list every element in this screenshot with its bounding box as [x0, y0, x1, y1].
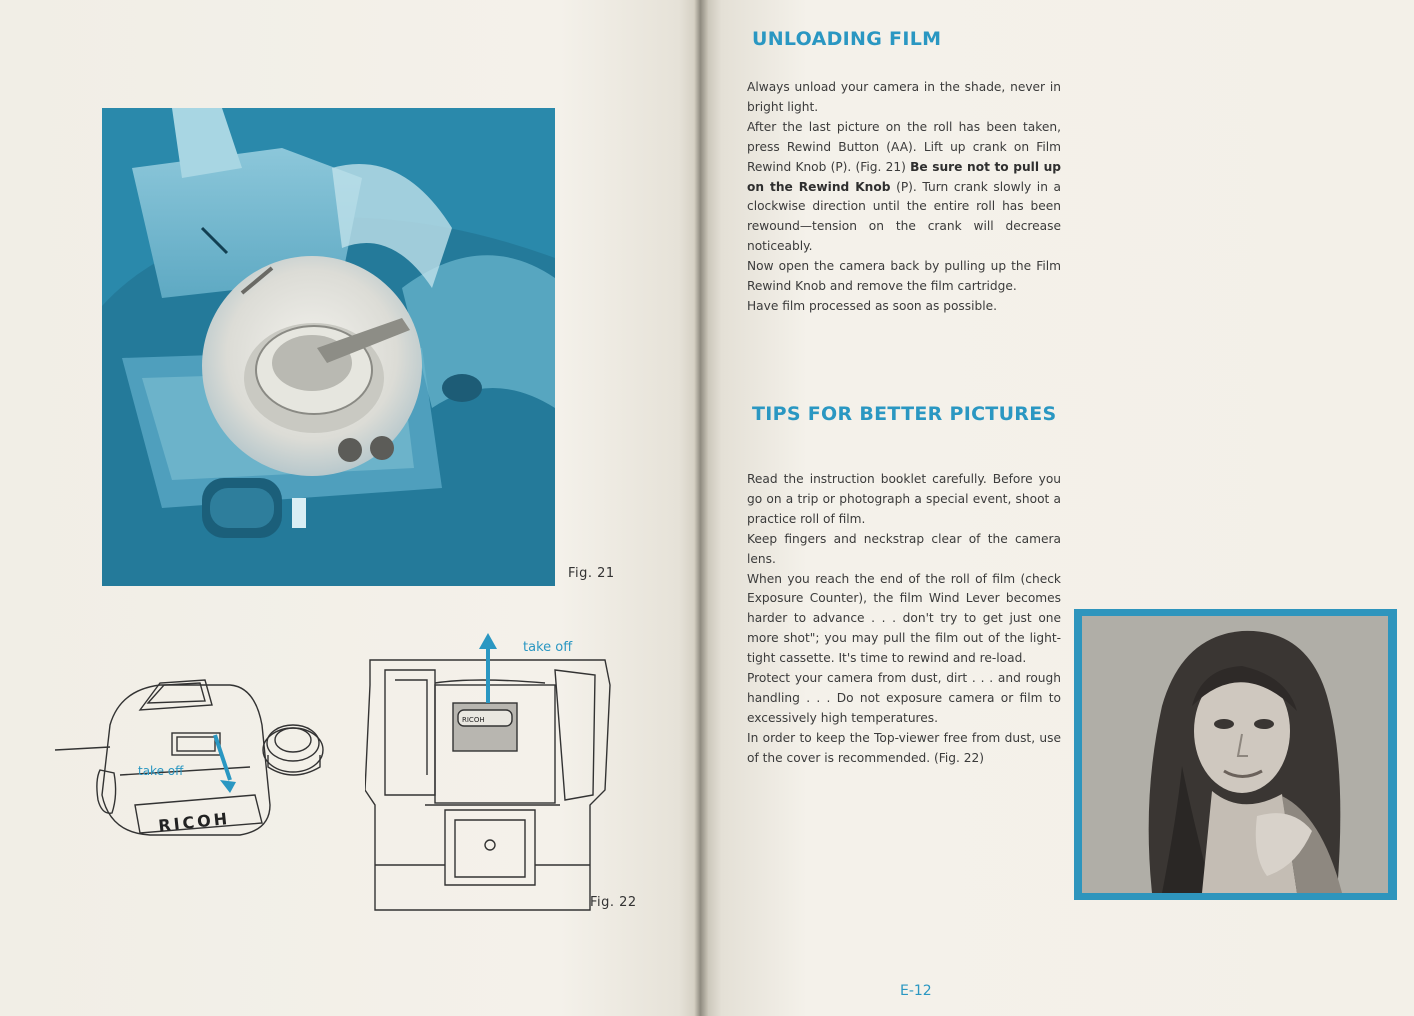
tips-paragraph: Keep fingers and neckstrap clear of the camera lens.	[747, 531, 1061, 566]
take-off-label-2: take off	[523, 640, 573, 655]
rewind-warning: Be sure not to pull up on the Rewind Knob	[747, 159, 1061, 194]
fig22-caption: Fig. 22	[590, 895, 637, 910]
unloading-paragraph: Now open the camera back by pulling up the Film Rewind Knob and remove the film cartridge.	[747, 259, 1061, 294]
left-page	[0, 0, 700, 1016]
heading-tips: TIPS FOR BETTER PICTURES	[752, 403, 1057, 425]
page-number: E-12	[900, 983, 932, 999]
unloading-text	[747, 78, 1061, 317]
book-gutter	[694, 0, 708, 1016]
tips-paragraph: Protect your camera from dust, dirt . . . and rough handling . . . Do not exposure camera or film to excessively high temperatures.	[747, 671, 1061, 725]
tips-paragraph: Read the instruction booklet carefully. Before you go on a trip or photograph a special event, shoot a practice roll of film.	[747, 472, 1061, 526]
camera-rewind-photo	[102, 108, 555, 586]
camera-top-diagram	[40, 655, 340, 865]
fig21-caption: Fig. 21	[568, 566, 615, 581]
tips-paragraph: When you reach the end of the roll of film (check Exposure Counter), the film Wind Lever becomes harder to advance . . . don't try to get just one more shot"; you may pull the film out of the light-tight cassette. It's time to rewind and re-load.	[747, 571, 1061, 666]
unloading-paragraph: Always unload your camera in the shade, never in bright light.	[747, 80, 1061, 114]
unloading-paragraph: After the last picture on the roll has been taken, press Rewind Button (AA). Lift up crank on Film Rewind Knob (P). (Fig. 21) Be sure not to pull up on the Rewind Knob (P). Turn crank slowly in a clockwise direction until the entire roll has been rewound—tension on the crank will decrease noticeably.	[747, 119, 1061, 254]
fig21-photo	[102, 108, 555, 586]
take-off-label-1: take off	[138, 764, 184, 778]
heading-unloading-film: UNLOADING FILM	[752, 28, 942, 50]
viewer-ricoh-label: RICOH	[462, 716, 485, 724]
unloading-paragraph: Have film processed as soon as possible.	[747, 298, 997, 313]
ricoh-logo-text: RICOH	[157, 808, 232, 836]
portrait-photo	[1082, 616, 1388, 893]
tips-text	[747, 470, 1061, 769]
top-viewer-diagram	[365, 625, 615, 915]
tips-paragraph: In order to keep the Top-viewer free from dust, use of the cover is recommended. (Fig. 22)	[747, 730, 1061, 765]
portrait-photo-frame	[1074, 609, 1397, 900]
